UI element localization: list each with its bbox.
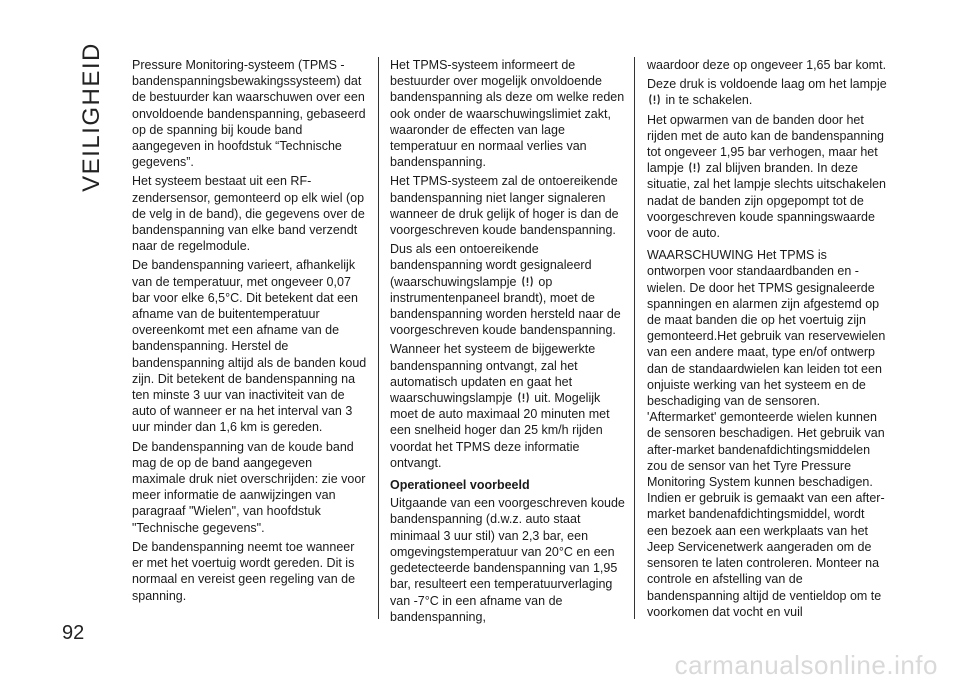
paragraph: Het TPMS-systeem zal de ontoereikende bandenspanning niet langer signaleren wanneer de druk gelijk of hoger is dan de voorgeschreven koude bandenspanning. <box>390 174 619 238</box>
warning-paragraph: WAARSCHUWING Het TPMS is ontworpen voor standaardbanden en -wielen. De door het TPMS gesignaleerde spanningen en alarmen zijn afgestemd op de maat banden die op het voertuig zijn gemonteerd.Het gebruik van reservewielen van een andere maat, type en/of ontwerp dan de standaardwielen kan leiden tot een onjuiste werking van het systeem en de beschadiging van de sensoren. 'Aftermarket' gemonteerde wielen kunnen de sensoren beschadigen. Het gebruik van after-market bandenafdichtingsmiddelen zou de sensor van het Tyre Pressure Monitoring System kunnen beschadigen. Indien er gebruik is gemaakt van een after-market bandenafdichtingsmiddel, wordt een bezoek aan een werkplaats van het Jeep Servicenetwerk aangeraden om de sensoren te laten controleren. Monteer na controle en afstelling van de bandenspanning altijd de ventieldop om te voorkomen dat vocht en vuil <box>647 248 886 619</box>
column-2 <box>390 57 628 628</box>
tpms-warning-icon <box>648 93 661 106</box>
tpms-warning-icon <box>688 161 701 174</box>
paragraph: De bandenspanning van de koude band mag de op de band aangegeven maximale druk niet overschrijden: zie voor meer informatie de aanwijzingen van paragraaf "Wielen", van hoofdstuk "Technische gegevens". <box>132 439 366 535</box>
column-divider <box>378 57 379 619</box>
column-divider <box>634 57 635 619</box>
paragraph <box>647 112 887 242</box>
paragraph <box>390 341 628 471</box>
text-run: op instrumentenpaneel brandt), moet de bandenspanning worden hersteld naar de voorgeschreven koude bandenspanning. <box>390 274 621 338</box>
column-3 <box>647 57 887 623</box>
paragraph: Uitgaande van een voorgeschreven koude bandenspanning (d.w.z. auto staat minimaal 3 uur stil) van 2,3 bar, een omgevingstemperatuur van 20°C en een gedetecteerde bandenspanning van 1,95 bar, resulteert een temperatuurverlaging van -7°C in een afname van de bandenspanning, <box>390 496 625 624</box>
text-run: in te schakelen. <box>665 93 753 108</box>
column-1 <box>132 57 368 607</box>
paragraph <box>390 241 628 338</box>
text-run: zal blijven branden. In deze situatie, zal het lampje slechts uitschakelen nadat de banden zijn opgepompt tot de voorgeschreven koude spanningswaarde voor de auto. <box>647 161 887 241</box>
text-run: Wanneer het systeem de bijgewerkte bandenspanning ontvangt, zal het automatisch updaten en gaat het waarschuwingslampje <box>390 342 596 406</box>
paragraph <box>647 76 887 108</box>
tpms-warning-icon <box>517 391 530 404</box>
text-run: uit. Mogelijk moet de auto maximaal 20 minuten met een snelheid hoger dan 25 km/h rijden voordat het TPMS deze informatie ontvangt. <box>390 391 610 470</box>
page-number: 92 <box>62 622 85 644</box>
text-run: Dus als een ontoereikende bandenspanning wordt gesignaleerd (waarschuwingslampje <box>390 242 592 289</box>
paragraph: Het TPMS-systeem informeert de bestuurder over mogelijk onvoldoende bandenspanning als deze om welke reden ook onder de waarschuwingslimiet zakt, waaronder de effecten van lage temperatuur en normaal verlies van bandenspanning. <box>390 58 625 170</box>
paragraph: De bandenspanning varieert, afhankelijk van de temperatuur, met ongeveer 0,07 bar voor elke 6,5°C. Dit betekent dat een afname van de buitentemperatuur overeenkomt met een afname van de bandenspanning. Herstel de bandenspanning altijd als de banden koud zijn. Dit betekent de bandenspanning na ten minste 3 uur van inactiviteit van de auto of wanneer er na het interval van 3 uur minder dan 1,6 km is gereden. <box>132 258 367 435</box>
section-heading: Operationeel voorbeeld <box>390 478 530 493</box>
tpms-warning-icon <box>521 275 534 288</box>
paragraph: waardoor deze op ongeveer 1,65 bar komt. <box>647 58 887 72</box>
text-run: Het opwarmen van de banden door het rijden met de auto kan de bandenspanning tot ongeveer 1,95 bar verhogen, maar het lampje <box>647 112 884 176</box>
section-title: VEILIGHEID <box>78 42 105 192</box>
paragraph: De bandenspanning neemt toe wanneer er met het voertuig wordt gereden. Dit is normaal en vereist geen regeling van de spanning. <box>132 539 356 603</box>
text-run: Deze druk is voldoende laag om het lampje <box>647 77 887 92</box>
paragraph: Het systeem bestaat uit een RF-zendersensor, gemonteerd op elk wiel (op de velg in de band), die gegevens over de bandenspanning van elke band verzendt naar de regelmodule. <box>132 174 365 254</box>
watermark: carmanualsonline.info <box>674 650 938 680</box>
paragraph: Pressure Monitoring-systeem (TPMS - bandenspanningsbewakingssysteem) dat de bestuurder kan waarschuwen over een onvoldoende bandenspanning, gebaseerd op de spanning bij koude band aangegeven in hoofdstuk “Technische gegevens”. <box>132 58 366 170</box>
